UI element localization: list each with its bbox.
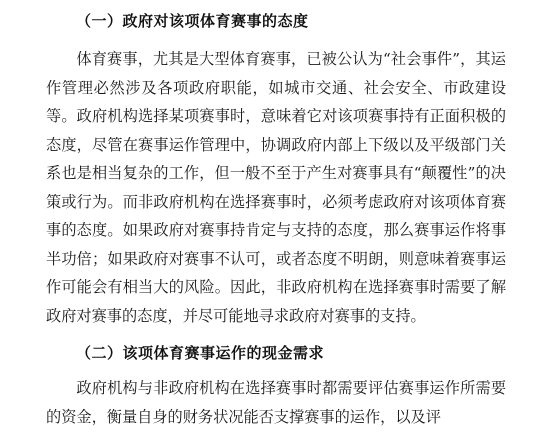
- paragraph-cash-requirement: 政府机构与非政府机构在选择赛事时都需要评估赛事运作所需要的资金，衡量自身的财务状况能否支撑赛事的运作，以及评: [46, 379, 506, 426]
- section-heading-government-attitude: （一）政府对该项体育赛事的态度: [76, 12, 309, 30]
- section-heading-cash-requirement: （二）该项体育赛事运作的现金需求: [76, 344, 325, 362]
- paragraph-government-attitude: 体育赛事，尤其是大型体育赛事，已被公认为“社会事件”，其运作管理必然涉及各项政府职能，如城市交通、社会安全、市政建设等。政府机构选择某项赛事时，意味着它对该项赛事持有正面积极的态度，尽管在赛事运作管理中，协调政府内部上下级以及平级部门关系也是相当复杂的工作，但一般不至于产生对赛事具有“颠覆性”的决策或行为。而非政府机构在选择赛事时，必须考虑政府对该项体育赛事的态度。如果政府对赛事持肯定与支持的态度，那么赛事运作将事半功倍；如果政府对赛事不认可，或者态度不明朗，则意味着赛事运作可能会有相当大的风险。因此，非政府机构在选择赛事时需要了解政府对赛事的态度，并尽可能地寻求政府对赛事的支持。: [46, 50, 506, 325]
